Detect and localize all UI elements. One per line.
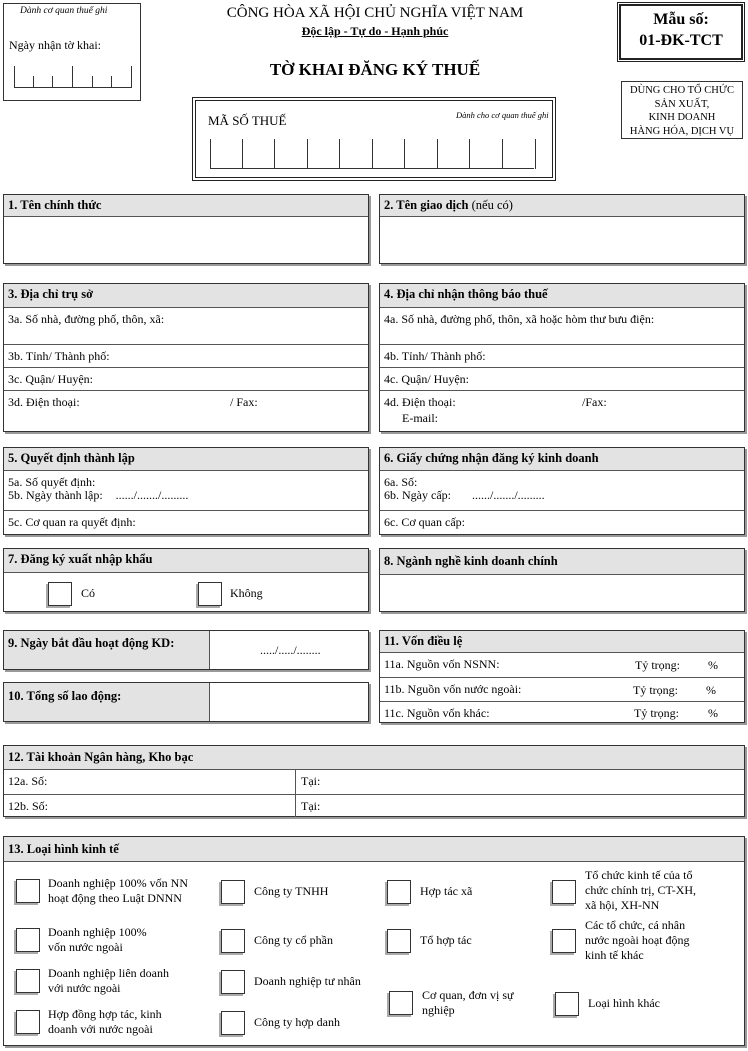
s6-date-row[interactable]	[380, 488, 744, 510]
s4-province-label: 4b. Tỉnh/ Thành phố:	[384, 349, 486, 363]
capital-row-b[interactable]	[380, 677, 744, 701]
s6-agency-row[interactable]	[380, 510, 744, 534]
type-political-org-label: Tổ chức kinh tế của tổ chức chính trị, CT-XH, xã hội, XH-NN	[585, 868, 697, 912]
usage-line1: DÙNG CHO TỔ CHỨC	[630, 85, 734, 96]
form-code-box	[619, 4, 743, 60]
section-2	[379, 194, 745, 264]
type-coop-group-checkbox[interactable]	[387, 929, 411, 953]
type-other-checkbox[interactable]	[555, 992, 579, 1016]
type-foreign-owned-checkbox[interactable]	[16, 928, 40, 952]
type-public-unit-checkbox[interactable]	[389, 991, 413, 1015]
capital-b-label: 11b. Nguồn vốn nước ngoài:	[384, 682, 522, 696]
s3-phone-row[interactable]	[4, 390, 368, 431]
s3-province-label: 3b. Tỉnh/ Thành phố:	[8, 349, 110, 363]
section-7	[3, 548, 369, 612]
type-coop-group-label: Tổ hợp tác	[420, 933, 472, 947]
motto: Độc lập - Tự do - Hạnh phúc	[301, 24, 449, 38]
official-name-field[interactable]	[4, 217, 368, 263]
type-foreign-org-checkbox[interactable]	[552, 929, 576, 953]
type-llc-checkbox[interactable]	[221, 880, 245, 904]
s3-district-row[interactable]	[4, 367, 368, 390]
capital-row-a[interactable]	[380, 653, 744, 677]
s4-email-label: E-mail:	[402, 411, 438, 425]
section-10	[3, 682, 369, 722]
s4-phone-row[interactable]	[380, 390, 744, 431]
type-joint-venture-label: Doanh nghiệp liên doanh với nước ngoài	[48, 966, 169, 995]
capital-row-c[interactable]	[380, 701, 744, 722]
tax-code-label: MÃ SỐ THUẾ	[208, 113, 287, 128]
s4-province-row[interactable]	[380, 344, 744, 367]
type-joint-venture-checkbox[interactable]	[16, 969, 40, 993]
type-partnership-label: Công ty hợp danh	[254, 1015, 341, 1029]
s5-date-blank: ....../......./.........	[115, 488, 189, 502]
bank-b-at-label: Tại:	[301, 799, 321, 813]
s3-province-row[interactable]	[4, 344, 368, 367]
s4-street-row[interactable]	[380, 308, 744, 344]
s5-decision-label: 5a. Số quyết định:	[8, 475, 96, 489]
type-bcc-label: Hợp đồng hợp tác, kinh doanh với nước ngoài	[48, 1007, 162, 1036]
s4-phone-label: 4d. Điện thoại:	[384, 395, 456, 409]
s6-agency-label: 6c. Cơ quan cấp:	[384, 515, 465, 529]
s3-street-row[interactable]	[4, 308, 368, 344]
type-public-unit-label: Cơ quan, đơn vị sự nghiệp	[422, 988, 514, 1017]
s3-fax-label: / Fax:	[230, 395, 258, 409]
s4-fax-label: /Fax:	[582, 395, 607, 409]
bank-a-label: 12a. Số:	[8, 774, 48, 788]
s5-agency-row[interactable]	[4, 510, 368, 534]
bank-row-b[interactable]	[4, 794, 744, 816]
type-soe-label: Doanh nghiệp 100% vốn NN hoạt động theo Luật DNNN	[48, 876, 188, 905]
section-2-title: 2. Tên giao dịch (nếu có)	[380, 195, 744, 217]
capital-a-pct: %	[708, 658, 718, 672]
usage-line2: SẢN XUẤT,	[654, 98, 710, 110]
type-bcc-checkbox[interactable]	[16, 1010, 40, 1034]
s6-date-blank: ....../......./.........	[471, 488, 545, 502]
type-foreign-owned-label: Doanh nghiệp 100% vốn nước ngoài	[48, 925, 147, 954]
s6-number-row[interactable]	[380, 471, 744, 488]
section-6	[379, 447, 745, 535]
section-3-title: 3. Địa chỉ trụ sở	[4, 284, 368, 308]
type-jsc-checkbox[interactable]	[221, 929, 245, 953]
receipt-date-field[interactable]	[14, 66, 132, 88]
section-7-title: 7. Đăng ký xuất nhập khẩu	[4, 549, 368, 573]
type-llc-label: Công ty TNHH	[254, 884, 329, 898]
section-10-title: 10. Tổng số lao động:	[4, 683, 210, 721]
type-private-checkbox[interactable]	[221, 970, 245, 994]
section-11	[379, 630, 745, 723]
s5-decision-row[interactable]	[4, 471, 368, 488]
export-no-label: Không	[230, 586, 263, 600]
receipt-note: Dành cơ quan thuế ghi	[20, 6, 108, 16]
type-cooperative-checkbox[interactable]	[387, 880, 411, 904]
capital-a-label: 11a. Nguồn vốn NSNN:	[384, 657, 500, 671]
s5-agency-label: 5c. Cơ quan ra quyết định:	[8, 515, 136, 529]
main-business-field[interactable]	[380, 575, 744, 611]
type-private-label: Doanh nghiệp tư nhân	[254, 974, 361, 988]
type-soe-checkbox[interactable]	[16, 879, 40, 903]
s6-date-label: 6b. Ngày cấp:	[384, 488, 451, 502]
form-code-line1: Mẫu số:	[653, 11, 709, 28]
form-title: TỜ KHAI ĐĂNG KÝ THUẾ	[269, 60, 481, 79]
type-jsc-label: Công ty cổ phần	[254, 933, 333, 947]
section-9	[3, 630, 369, 670]
tax-code-box	[195, 100, 553, 178]
labor-count-field[interactable]	[211, 683, 368, 721]
receipt-box	[3, 3, 141, 101]
export-no-checkbox[interactable]	[198, 582, 222, 606]
type-partnership-checkbox[interactable]	[221, 1011, 245, 1035]
section-5	[3, 447, 369, 535]
start-date-field[interactable]: ...../...../........	[260, 643, 321, 657]
type-cooperative-label: Hợp tác xã	[420, 884, 473, 898]
usage-note-box	[621, 81, 743, 139]
s6-number-label: 6a. Số:	[384, 475, 418, 489]
export-yes-checkbox[interactable]	[48, 582, 72, 606]
s5-date-row[interactable]	[4, 488, 368, 510]
section-12	[3, 745, 745, 817]
s4-district-label: 4c. Quận/ Huyện:	[384, 372, 469, 386]
type-political-org-checkbox[interactable]	[552, 880, 576, 904]
bank-b-label: 12b. Số:	[8, 799, 49, 813]
section-1	[3, 194, 369, 264]
s4-street-label: 4a. Số nhà, đường phố, thôn, xã hoặc hòm thư bưu điện:	[384, 312, 655, 326]
capital-b-pct: %	[706, 683, 716, 697]
section-11-title: 11. Vốn điều lệ	[380, 631, 744, 653]
section-13-title: 13. Loại hình kinh tế	[4, 837, 744, 862]
bank-a-at-label: Tại:	[301, 774, 321, 788]
section-13	[3, 836, 745, 1046]
capital-b-ratio: Tỷ trọng:	[633, 683, 678, 697]
section-9-title: 9. Ngày bắt đầu hoạt động KD:	[4, 631, 210, 669]
s3-street-label: 3a. Số nhà, đường phố, thôn, xã:	[8, 312, 165, 326]
tax-code-note: Dành cho cơ quan thuế ghi	[456, 110, 549, 120]
type-foreign-org-label: Các tổ chức, cá nhân nước ngoài hoạt động kinh tế khác	[585, 918, 690, 962]
s4-district-row[interactable]	[380, 367, 744, 390]
section-1-title: 1. Tên chính thức	[4, 195, 368, 217]
section-5-title: 5. Quyết định thành lập	[4, 448, 368, 471]
section-8-title: 8. Ngành nghề kinh doanh chính	[380, 549, 744, 575]
country-name: CÔNG HÒA XÃ HỘI CHỦ NGHĨA VIỆT NAM	[226, 5, 524, 21]
capital-c-label: 11c. Nguồn vốn khác:	[384, 706, 490, 720]
type-other-label: Loại hình khác	[588, 996, 660, 1010]
s5-date-label: 5b. Ngày thành lập:	[8, 488, 103, 502]
trade-name-field[interactable]	[380, 217, 744, 263]
form-code-line2: 01-ĐK-TCT	[639, 32, 723, 49]
capital-c-ratio: Tỷ trọng:	[634, 706, 679, 720]
usage-line3: KINH DOANH	[648, 112, 716, 123]
s3-district-label: 3c. Quận/ Huyện:	[8, 372, 93, 386]
tax-code-digits[interactable]	[210, 139, 536, 169]
section-2-suffix: (nếu có)	[471, 198, 513, 212]
section-12-title: 12. Tài khoản Ngân hàng, Kho bạc	[4, 746, 744, 770]
section-4	[379, 283, 745, 432]
section-4-title: 4. Địa chỉ nhận thông báo thuế	[380, 284, 744, 308]
capital-c-pct: %	[708, 706, 718, 720]
usage-line4: HÀNG HÓA, DỊCH VỤ	[629, 125, 735, 137]
section-6-title: 6. Giấy chứng nhận đăng ký kinh doanh	[380, 448, 744, 471]
export-yes-label: Có	[81, 586, 96, 600]
section-3	[3, 283, 369, 432]
capital-a-ratio: Tỷ trọng:	[635, 658, 680, 672]
bank-row-a[interactable]	[4, 770, 744, 794]
receipt-date-label: Ngày nhận tờ khai:	[9, 38, 101, 52]
section-8	[379, 548, 745, 612]
s3-phone-label: 3d. Điện thoại:	[8, 395, 80, 409]
